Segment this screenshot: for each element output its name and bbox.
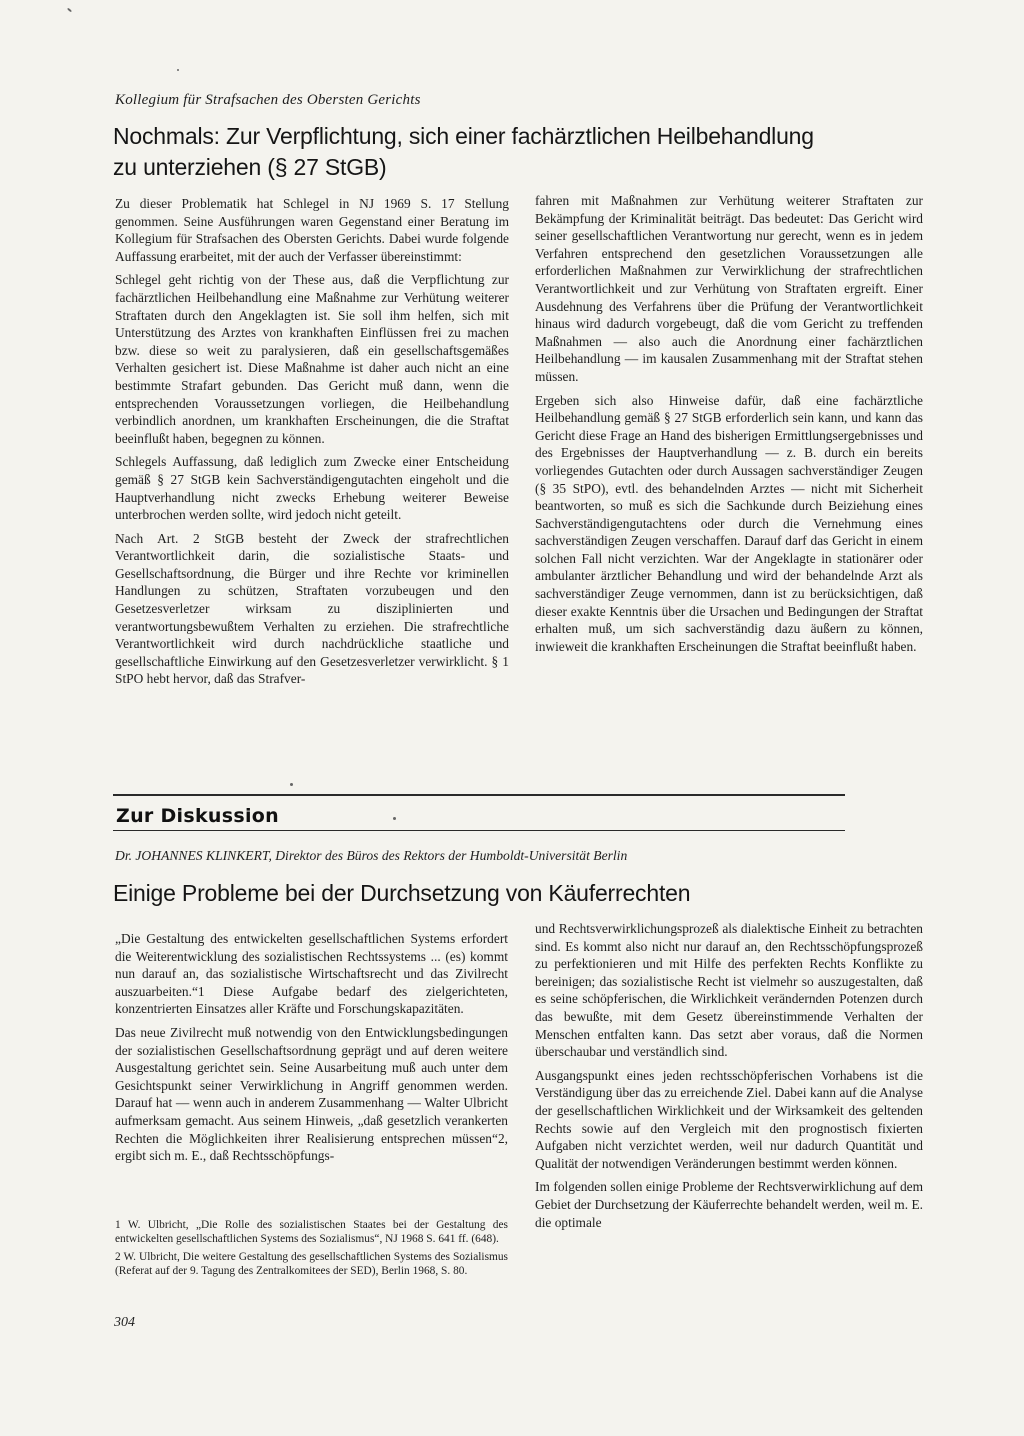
scan-speck <box>177 69 179 71</box>
footnote: 2 W. Ulbricht, Die weitere Gestaltung des gesellschaftlichen Systems des Sozialismus (Referat auf der 9. Tagung des Zentralkomitees der SED), Berlin 1968, S. 80. <box>115 1251 508 1277</box>
section-rule-top <box>113 794 845 796</box>
footnote: 1 W. Ulbricht, „Die Rolle des sozialistischen Staates bei der Gestaltung des entwickelten gesellschaftlichen Systems des Sozialismus“, NJ 1968 S. 641 ff. (648). <box>115 1219 508 1245</box>
author-line: Dr. JOHANNES KLINKERT, Direktor des Büros des Rektors der Humboldt-Universität Berlin <box>115 848 628 863</box>
article-column-left <box>115 195 509 688</box>
article-title-line-1: Nochmals: Zur Verpflichtung, sich einer fachärztlichen Heilbehandlung <box>113 123 814 149</box>
article-title-line-1: Einige Probleme bei der Durchsetzung von Käuferrechten <box>113 880 691 906</box>
article-title <box>113 121 873 183</box>
section-kicker: Kollegium für Strafsachen des Obersten Gerichts <box>115 92 421 108</box>
section-rule-bottom <box>113 830 845 831</box>
paragraph: „Die Gestaltung des entwickelten gesellschaftlichen Systems erfordert die Weiterentwicklung des sozialistischen Rechtssystems ... (es) kommt nun darauf an, das sozialistische Wirtschaftsrecht und das Zivilrecht auszuarbeiten.“1 Diese Aufgabe bedarf des zielgerichteten, konzentrierten Einsatzes aller Kräfte und Forschungskapazitäten. <box>115 931 508 1017</box>
paragraph: Schlegels Auffassung, daß lediglich zum Zwecke einer Entscheidung gemäß § 27 StGB kein Sachverständigengutachten eingeholt und die Hauptverhandlung nicht zwecks Erhebung weiterer Beweise unterbrochen werden sollte, wird jedoch nicht geteilt. <box>115 454 509 523</box>
article-title-line-2: zu unterziehen (§ 27 StGB) <box>113 154 387 180</box>
paragraph: fahren mit Maßnahmen zur Verhütung weiterer Straftaten zur Bekämpfung der Kriminalität beiträgt. Das bedeutet: Das Gericht wird seiner gesellschaftlichen Verantwortung nur gerecht, wenn es in jedem Verfahren entsprechend den gesetzlichen Voraussetzungen alle erforderlichen Maßnahmen zur Verwirklichung der strafrechtlichen Verantwortlichkeit und zur Verhütung von Straftaten ergreift. Einer Ausdehnung des Verfahrens über die Prüfung der Verantwortlichkeit hinaus wird dadurch vorgebeugt, daß die vom Gericht zu treffenden Maßnahmen — also auch die Anordnung einer fachärztlichen Heilbehandlung — im kausalen Zusammenhang mit der Straftat stehen müssen. <box>535 193 923 384</box>
section-heading: Zur Diskussion <box>116 805 279 827</box>
article-column-right <box>535 192 923 655</box>
paragraph: Ergeben sich also Hinweise dafür, daß eine fachärztliche Heilbehandlung gemäß § 27 StGB erforderlich sein kann, und kann das Gericht diese Frage an Hand des bisherigen Ermittlungsergebnisses und des Ergebnisses der Hauptverhandlung — z. B. durch ein bereits vorliegendes Gutachten oder durch Aussagen sachverständiger Zeugen (§ 35 StPO), evtl. des behandelnden Arztes — nicht mit Sicherheit beantworten, so muß es sich die Sachkunde durch Beiziehung eines Sachverständigengutachtens oder durch die Vernehmung eines sachverständigen Zeugen verschaffen. Darauf darf das Gericht in einem solchen Fall nicht verzichten. War der Angeklagte in stationärer oder ambulanter ärztlicher Behandlung und wird der behandelnde Arzt als sachverständiger Zeuge vernommen, dann ist zu berücksichtigen, daß dieser exakte Kenntnis über die Ursachen und Bedingungen der Straftat erhalten muß, um sich sachverständig dazu äußern zu können, inwieweit die krankhaften Erscheinungen die Straftat beeinflußt haben. <box>535 392 923 654</box>
scan-speck <box>290 783 293 786</box>
paragraph: und Rechtsverwirklichungsprozeß als dialektische Einheit zu betrachten sind. Es kommt also nicht nur darauf an, den Rechtsschöpfungsprozeß zu perfektionieren und mit Hilfe des perfekten Rechts Konflikte zu bereinigen; das sozialistische Recht ist vielmehr so auszugestalten, daß es seine schöpferischen, die Wirklichkeit verändernden Potenzen durch das bewußte, mit dem Gesetz übereinstimmende Verhalten der Menschen entfalten kann. Das setzt aber voraus, daß die Normen überschaubar und verständlich sind. <box>535 921 923 1060</box>
footnotes <box>115 1218 508 1282</box>
paragraph: Das neue Zivilrecht muß notwendig von den Entwicklungsbedingungen der sozialistischen Gesellschaftsordnung geprägt und auf deren weitere Ausgestaltung gerichtet sein. Seine Ausarbeitung muß auch unter dem Gesichtspunkt seiner Verwirklichung in Angriff genommen werden. Darauf hat — wenn auch in anderem Zusammenhang — Walter Ulbricht aufmerksam gemacht. Aus seinem Hinweis, „daß gesetzlich verankerten Rechten die Möglichkeiten ihrer Realisierung entsprechen müssen“2, ergibt sich m. E., daß Rechtsschöpfungs- <box>115 1024 508 1164</box>
scan-speck <box>393 817 396 820</box>
page-number: 304 <box>114 1315 135 1330</box>
paragraph: Im folgenden sollen einige Probleme der Rechtsverwirklichung auf dem Gebiet der Durchsetzung der Käuferrechte behandelt werden, weil m. E. die optimale <box>535 1179 923 1230</box>
paragraph: Schlegel geht richtig von der These aus, daß die Verpflichtung zur fachärztlichen Heilbehandlung eine Maßnahme zur Verhütung weiterer Straftaten durch den Angeklagten ist. Sie soll ihm helfen, sich mit Unterstützung des Arztes von krankhaften Einflüssen frei zu machen bzw. diese so weit zu paralysieren, daß ein gesellschaftsgemäßes Verhalten gesichert ist. Diese Maßnahme ist daher auch nicht an eine bestimmte Strafart gebunden. Das Gericht muß dann, wenn die entsprechenden Voraussetzungen vorliegen, die Heilbehandlung verbindlich anordnen, um krankhaften Erscheinungen, die die Straftat beeinflußt haben, begegnen zu können. <box>115 272 509 446</box>
scan-speck <box>67 8 72 13</box>
paragraph: Zu dieser Problematik hat Schlegel in NJ 1969 S. 17 Stellung genommen. Seine Ausführungen waren Gegenstand einer Beratung im Kollegium für Strafsachen des Obersten Gerichts. Dabei wurde folgende Auffassung erarbeitet, mit der auch der Verfasser übereinstimmt: <box>115 196 509 264</box>
article-column-left <box>115 930 508 1165</box>
paragraph: Ausgangspunkt eines jeden rechtsschöpferischen Vorhabens ist die Verständigung über das zu erreichende Ziel. Dabei kann auf die Analyse der gesellschaftlichen Wirklichkeit und der Wirksamkeit des geltenden Rechts sowie auf den Vergleich mit den prognostisch fixierten Aufgaben nicht verzichtet werden, weil nur dadurch Quantität und Qualität der notwendigen Veränderungen bestimmt werden können. <box>535 1067 923 1171</box>
article-title <box>113 878 873 909</box>
article-column-right <box>535 920 923 1231</box>
paragraph: Nach Art. 2 StGB besteht der Zweck der strafrechtlichen Verantwortlichkeit darin, die sozialistische Staats- und Gesellschaftsordnung, die Bürger und ihre Rechte vor kriminellen Handlungen zu schützen, Straftaten vorzubeugen und den Gesetzesverletzer wirksam zu disziplinierten und verantwortungsbewußtem Verhalten zu erziehen. Die strafrechtliche Verantwortlichkeit wird durch nachdrückliche staatliche und gesellschaftliche Einwirkung auf den Gesetzesverletzer verwirklicht. § 1 StPO hebt hervor, daß das Strafver- <box>115 530 509 687</box>
